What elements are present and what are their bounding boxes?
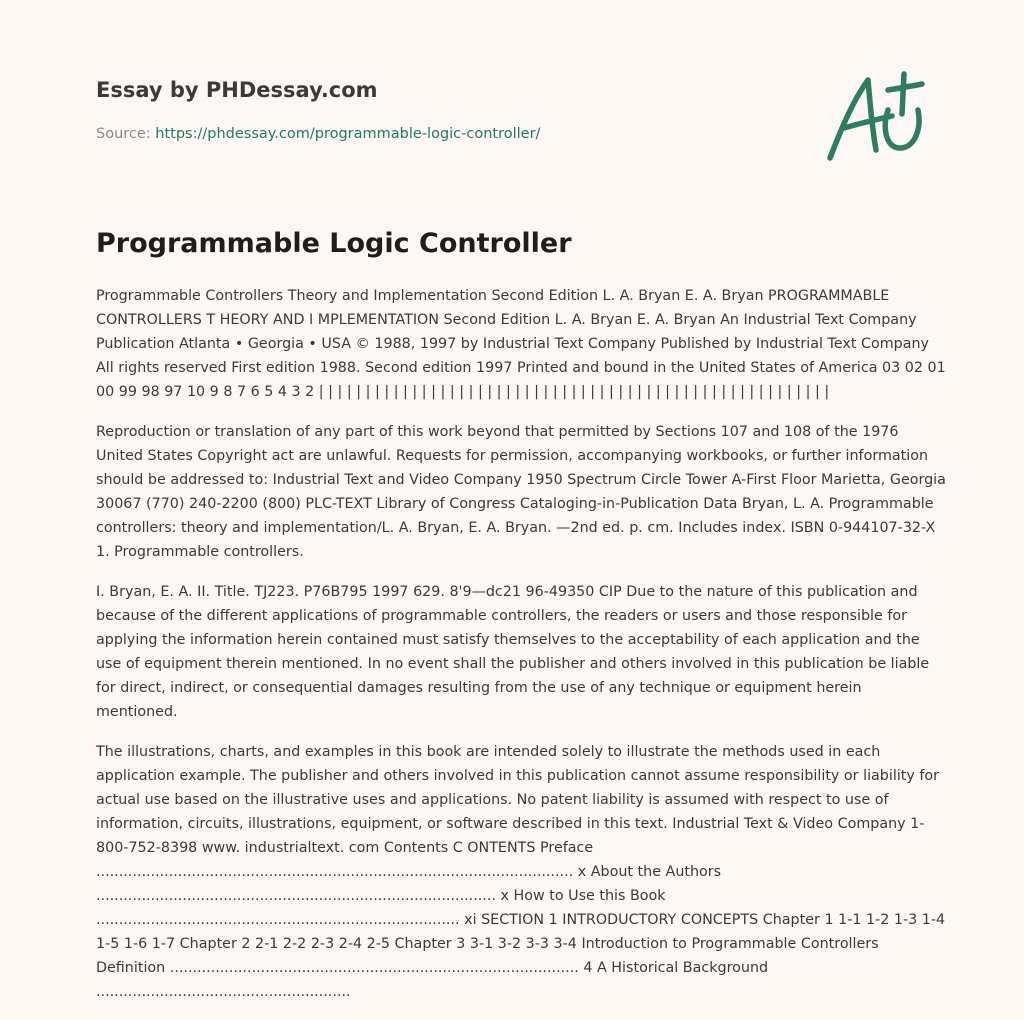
- source-link[interactable]: https://phdessay.com/programmable-logic-controller/: [155, 126, 541, 142]
- article-title: Programmable Logic Controller: [96, 228, 572, 259]
- paragraph: Programmable Controllers Theory and Implementation Second Edition L. A. Bryan E. A. Bryan PROGRAMMABLE CONTROLLERS T HEORY AND I MPLEMENTATION Second Edition L. A. Bryan E. A. Bryan An Industrial Text Company Publication Atlanta • Georgia • USA © 1988, 1997 by Industrial Text Company Published by Industrial Text Company All rights reserved First edition 1988. Second edition 1997 Printed and bound in the United States of America 03 02 01 00 99 98 97 10 9 8 7 6 5 4 3 2 | | | | | | | | | | | | | | | | | | | | | | | | | | | | | | | | | | | | | | | | | | | | | | | | | | | | | | |: [96, 288, 946, 400]
- paragraph: The illustrations, charts, and examples in this book are intended solely to illustrate the methods used in each application example. The publisher and others involved in this publication cannot assume responsibility or liability for actual use based on the illustrative uses and applications. No patent liability is assumed with respect to use of information, circuits, illustrations, equipment, or software described in this text. Industrial Text & Video Company 1-800-752-8398 www. industrialtext. com Contents C ONTENTS Preface ......................................................................................................... x About the Authors ........................................................................................ x How to Use this Book ................................................................................ xi SECTION 1 INTRODUCTORY CONCEPTS Chapter 1 1-1 1-2 1-3 1-4 1-5 1-6 1-7 Chapter 2 2-1 2-2 2-3 2-4 2-5 Chapter 3 3-1 3-2 3-3 3-4 Introduction to Programmable Controllers Definition .......................................................................................... 4 A Historical Background ........................................................: [96, 744, 946, 1000]
- source-label: Source:: [96, 126, 156, 142]
- document-header: [96, 76, 796, 144]
- source-line: [96, 124, 796, 144]
- site-title: Essay by PHDessay.com: [96, 78, 378, 102]
- paragraph: Reproduction or translation of any part of this work beyond that permitted by Sections 107 and 108 of the 1976 United States Copyright act are unlawful. Requests for permission, accompanying workbooks, or further information should be addressed to: Industrial Text and Video Company 1950 Spectrum Circle Tower A-First Floor Marietta, Georgia 30067 (770) 240-2200 (800) PLC-TEXT Library of Congress Cataloging-in-Publication Data Bryan, L. A. Programmable controllers: theory and implementation/L. A. Bryan, E. A. Bryan. —2nd ed. p. cm. Includes index. ISBN 0-944107-32-X 1. Programmable controllers.: [96, 424, 946, 560]
- article-body: [96, 284, 946, 1020]
- paragraph: I. Bryan, E. A. II. Title. TJ223. P76B795 1997 629. 8'9—dc21 96-49350 CIP Due to the nature of this publication and because of the different applications of programmable controllers, the readers or users and those responsible for applying the information herein contained must satisfy themselves to the acceptability of each application and the use of equipment therein mentioned. In no event shall the publisher and others involved in this publication be liable for direct, indirect, or consequential damages resulting from the use of any technique or equipment herein mentioned.: [96, 584, 930, 720]
- a-plus-logo-icon: [822, 66, 932, 166]
